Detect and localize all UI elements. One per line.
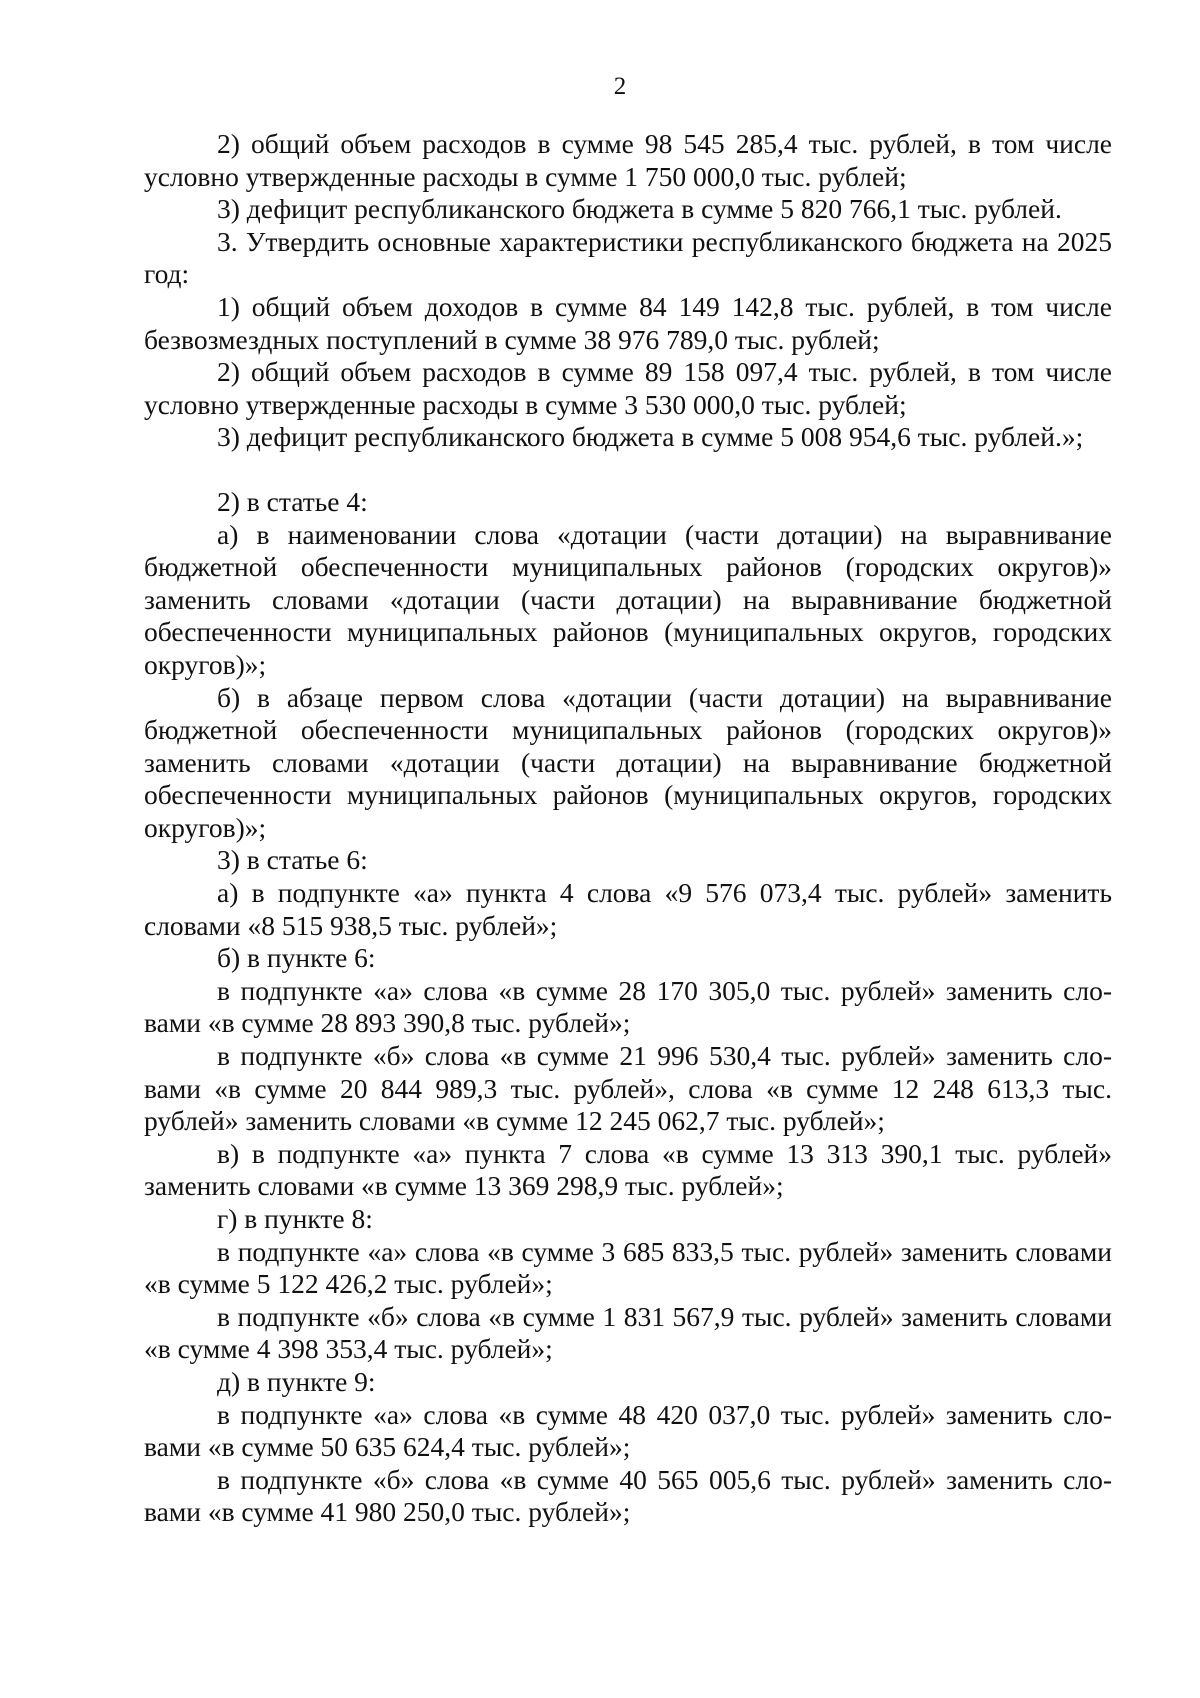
paragraph-expenses-2024: 2) общий объем расходов в сумме 98 545 285,4 тыс. рублей, в том числе условно утвержденные расходы в сумме 1 750 000,0 тыс. рублей; <box>144 128 1112 192</box>
paragraph-article-6-v: в) в подпункте «а» пункта 7 слова «в сумме 13 313 390,1 тыс. рублей» заменить словами «в сумме 13 369 298,9 тыс. рублей»; <box>144 1137 1112 1202</box>
paragraph-gap <box>144 454 1112 486</box>
paragraph-article-6-b: б) в пункте 6: <box>217 942 376 974</box>
paragraph-article-6-g-sub-b: в подпункте «б» слова «в сумме 1 831 567,9 тыс. рублей» заменить словами «в сумме 4 398 353,4 тыс. рублей»; <box>144 1300 1112 1365</box>
paragraph-article-6-a: а) в подпункте «а» пункта 4 слова «9 576 073,4 тыс. рублей» заменить словами «8 515 938,5 тыс. рублей»; <box>144 877 1112 941</box>
paragraph-article-6-b-sub-b: в подпункте «б» слова «в сумме 21 996 530,4 тыс. рублей» заменить словами «в сумме 20 844 989,3 тыс. рублей», слова «в сумме 12 248 613,3 тыс. рублей» заменить словами «в сумме 12 245 062,7 тыс. рублей»; <box>144 1040 1112 1137</box>
page-number: 2 <box>613 73 627 100</box>
paragraph-article-4: 2) в статье 4: <box>217 485 368 517</box>
paragraph-article-6-d-sub-a: в подпункте «а» слова «в сумме 48 420 037,0 тыс. рублей» заменить словами «в сумме 50 635 624,4 тыс. рублей»; <box>144 1398 1112 1463</box>
paragraph-article-6-g: г) в пункте 8: <box>217 1203 373 1234</box>
paragraph-article-4-b: б) в абзаце первом слова «дотации (части дотации) на выравнивание бюджетной обеспеченности муниципальных районов (городских округов)» заменить словами «дотации (части дотации) на выравнивание бюджетной обеспеченности муниципальных районов (муниципальных округов, городских округов)»; <box>144 681 1112 843</box>
paragraph-article-6-d-sub-b: в подпункте «б» слова «в сумме 40 565 005,6 тыс. рублей» заменить словами «в сумме 41 980 250,0 тыс. рублей»; <box>144 1463 1112 1528</box>
paragraph-article-6-g-sub-a: в подпункте «а» слова «в сумме 3 685 833,5 тыс. рублей» заменить словами «в сумме 5 122 426,2 тыс. рублей»; <box>144 1235 1112 1300</box>
paragraph-deficit-2025: 3) дефицит республиканского бюджета в сумме 5 008 954,6 тыс. рублей.»; <box>217 421 1084 453</box>
paragraph-revenues-2025: 1) общий объем доходов в сумме 84 149 142,8 тыс. рублей, в том числе безвозмездных поступлений в сумме 38 976 789,0 тыс. рублей; <box>144 290 1112 355</box>
paragraph-point-3: 3. Утвердить основные характеристики республиканского бюджета на 2025 год: <box>144 225 1112 290</box>
paragraph-article-4-a: а) в наименовании слова «дотации (части дотации) на выравнивание бюджетной обеспеченности муниципальных районов (городских округов)» заменить словами «дотации (части дотации) на выравнивание бюджетной обеспеченности муниципальных районов (муниципальных округов, городских округов)»; <box>144 518 1112 680</box>
paragraph-article-6-b-sub-a: в подпункте «а» слова «в сумме 28 170 305,0 тыс. рублей» заменить словами «в сумме 28 893 390,8 тыс. рублей»; <box>144 974 1112 1039</box>
document-body <box>144 128 1112 1529</box>
paragraph-article-6: 3) в статье 6: <box>217 844 368 876</box>
paragraph-expenses-2025: 2) общий объем расходов в сумме 89 158 097,4 тыс. рублей, в том числе условно утвержденные расходы в сумме 3 530 000,0 тыс. рублей; <box>144 356 1112 420</box>
paragraph-deficit-2024: 3) дефицит республиканского бюджета в сумме 5 820 766,1 тыс. рублей. <box>217 193 1062 225</box>
paragraph-article-6-d: д) в пункте 9: <box>217 1365 376 1397</box>
